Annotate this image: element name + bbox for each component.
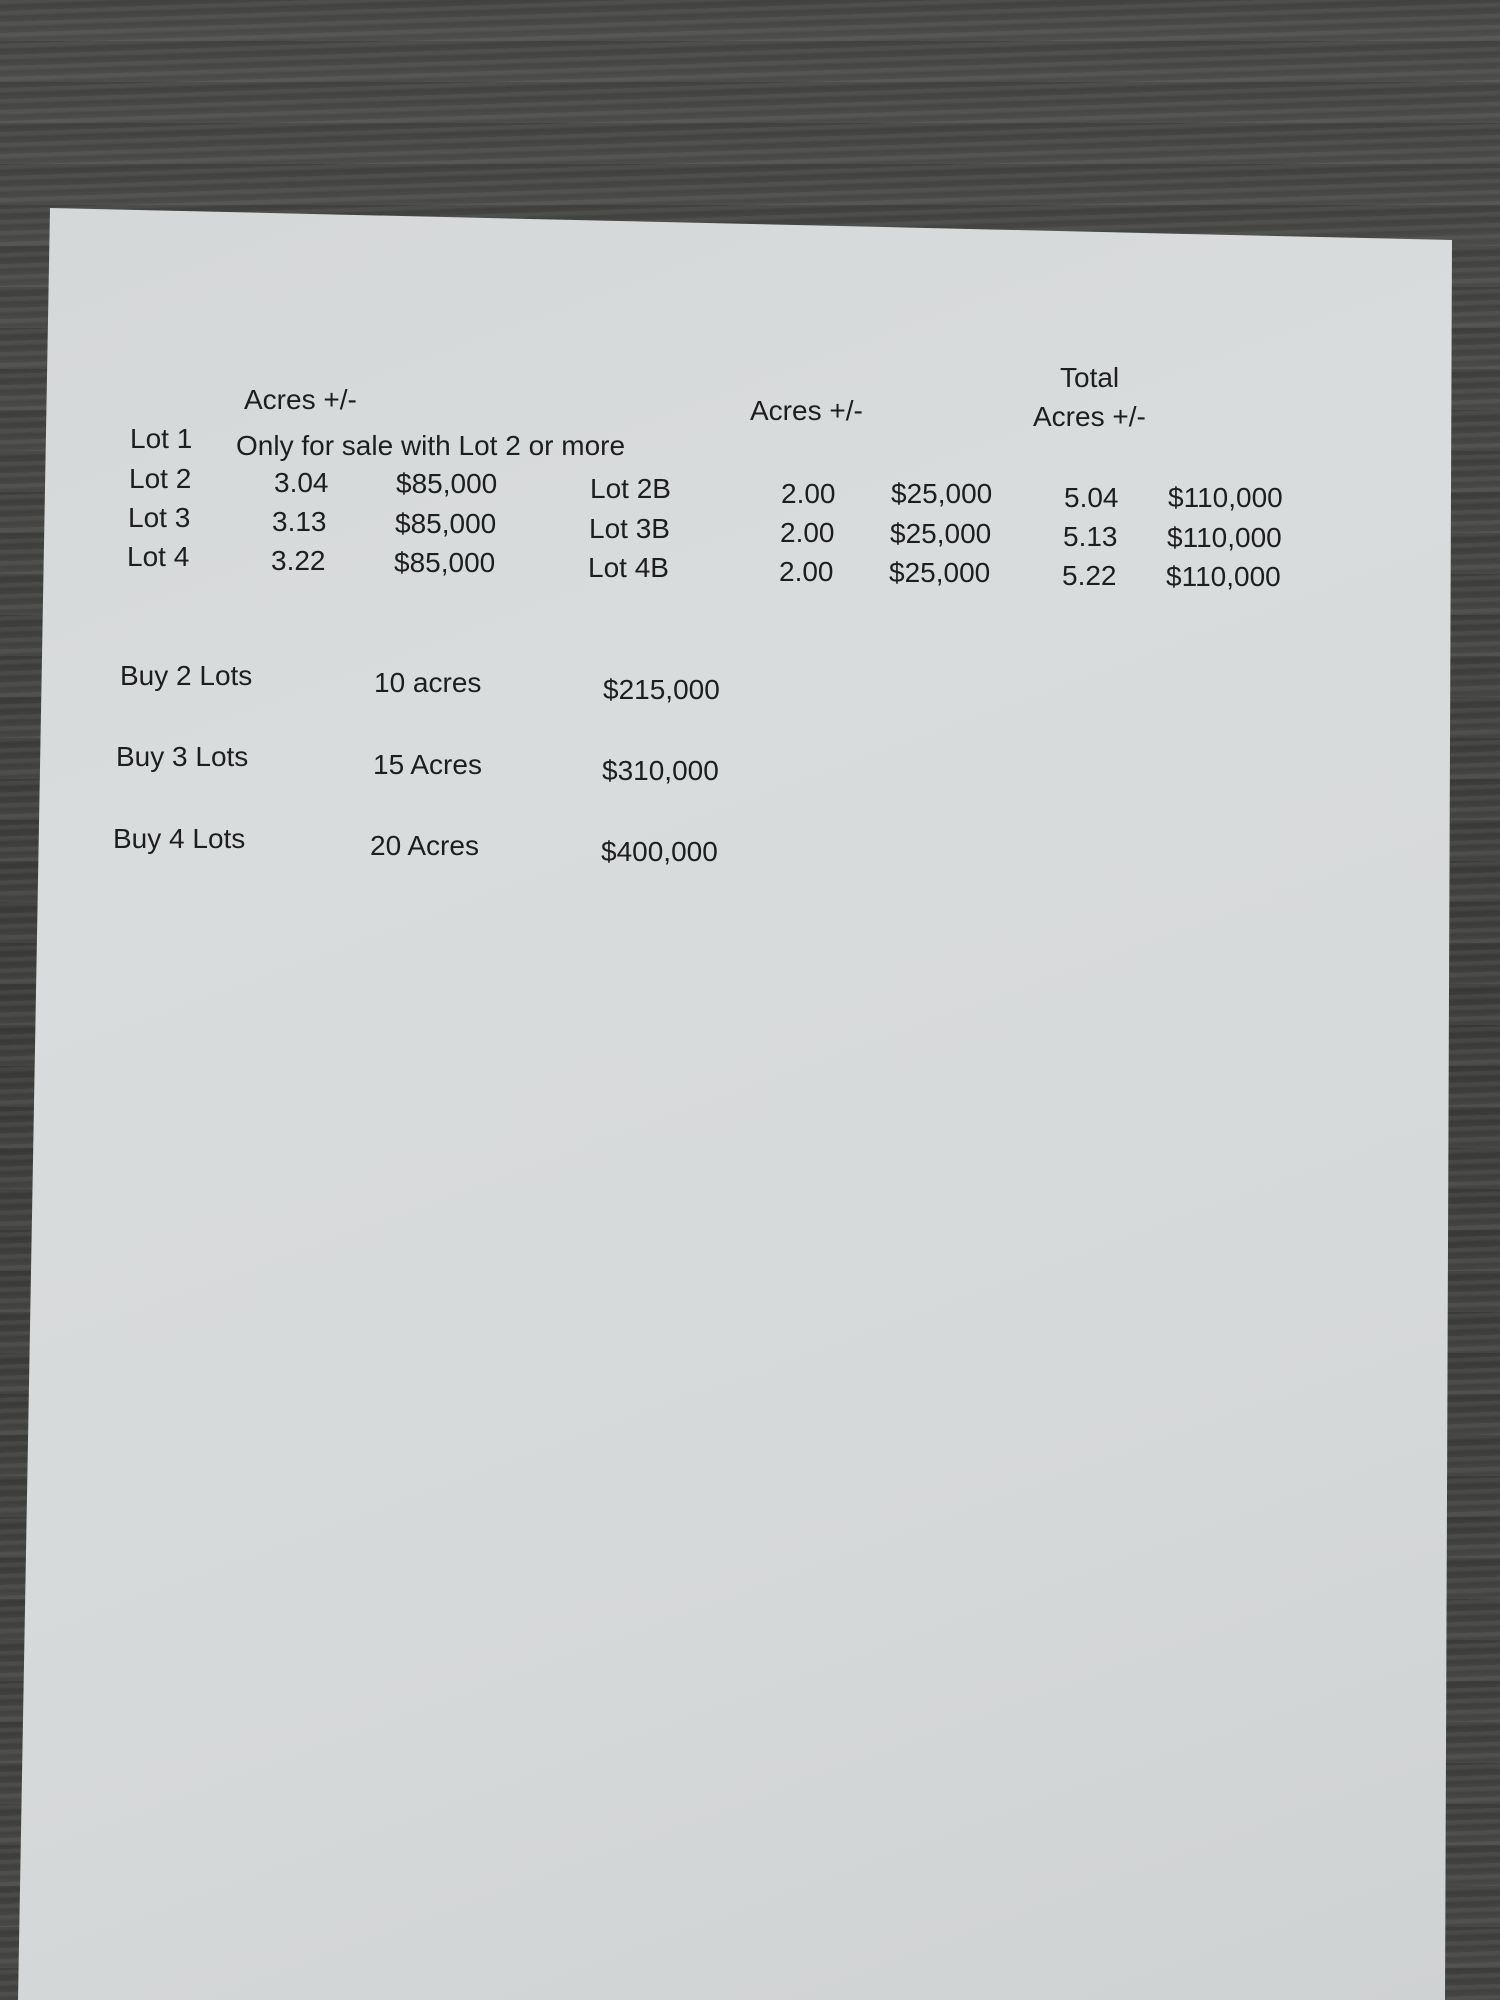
lot-b-price: $25,000 xyxy=(889,557,991,588)
lot-label: Lot 2 xyxy=(129,463,192,494)
package-label: Buy 4 Lots xyxy=(113,823,246,854)
total-acres: 5.13 xyxy=(1063,521,1118,552)
lot-b-acres: 2.00 xyxy=(781,478,836,509)
total-price: $110,000 xyxy=(1167,522,1282,553)
header-acres-left: Acres +/- xyxy=(244,384,357,415)
lot-acres: 3.13 xyxy=(272,506,327,537)
lot-price: $85,000 xyxy=(394,547,496,578)
total-acres: 5.22 xyxy=(1062,560,1117,591)
total-price: $110,000 xyxy=(1166,561,1281,592)
header-acres-mid: Acres +/- xyxy=(750,395,863,426)
lot-b-label: Lot 3B xyxy=(589,513,670,544)
lot-price: $85,000 xyxy=(396,468,498,499)
package-label: Buy 3 Lots xyxy=(116,741,249,772)
lot-b-label: Lot 2B xyxy=(590,473,671,504)
lot-label: Lot 4 xyxy=(127,541,190,572)
lot-acres: 3.04 xyxy=(274,467,329,498)
lot-b-acres: 2.00 xyxy=(779,556,834,587)
lot-label: Lot 3 xyxy=(128,502,191,533)
lot-b-price: $25,000 xyxy=(891,478,993,509)
lot-b-price: $25,000 xyxy=(890,518,992,549)
package-price: $215,000 xyxy=(603,674,720,705)
package-acres: 20 Acres xyxy=(370,830,479,861)
lot-price: $85,000 xyxy=(395,508,497,539)
package-acres: 15 Acres xyxy=(373,749,482,780)
lot1-label: Lot 1 xyxy=(130,423,193,454)
package-price: $310,000 xyxy=(602,755,719,786)
lot-acres: 3.22 xyxy=(271,545,326,576)
package-acres: 10 acres xyxy=(374,667,482,698)
package-price: $400,000 xyxy=(601,836,718,867)
package-label: Buy 2 Lots xyxy=(120,660,253,691)
lot-b-acres: 2.00 xyxy=(780,517,835,548)
header-total-line1: Total xyxy=(1060,362,1120,393)
lot1-note: Only for sale with Lot 2 or more xyxy=(236,430,626,461)
lot-b-label: Lot 4B xyxy=(588,552,669,583)
total-acres: 5.04 xyxy=(1064,482,1119,513)
header-total-line2: Acres +/- xyxy=(1033,401,1146,432)
total-price: $110,000 xyxy=(1168,482,1283,513)
